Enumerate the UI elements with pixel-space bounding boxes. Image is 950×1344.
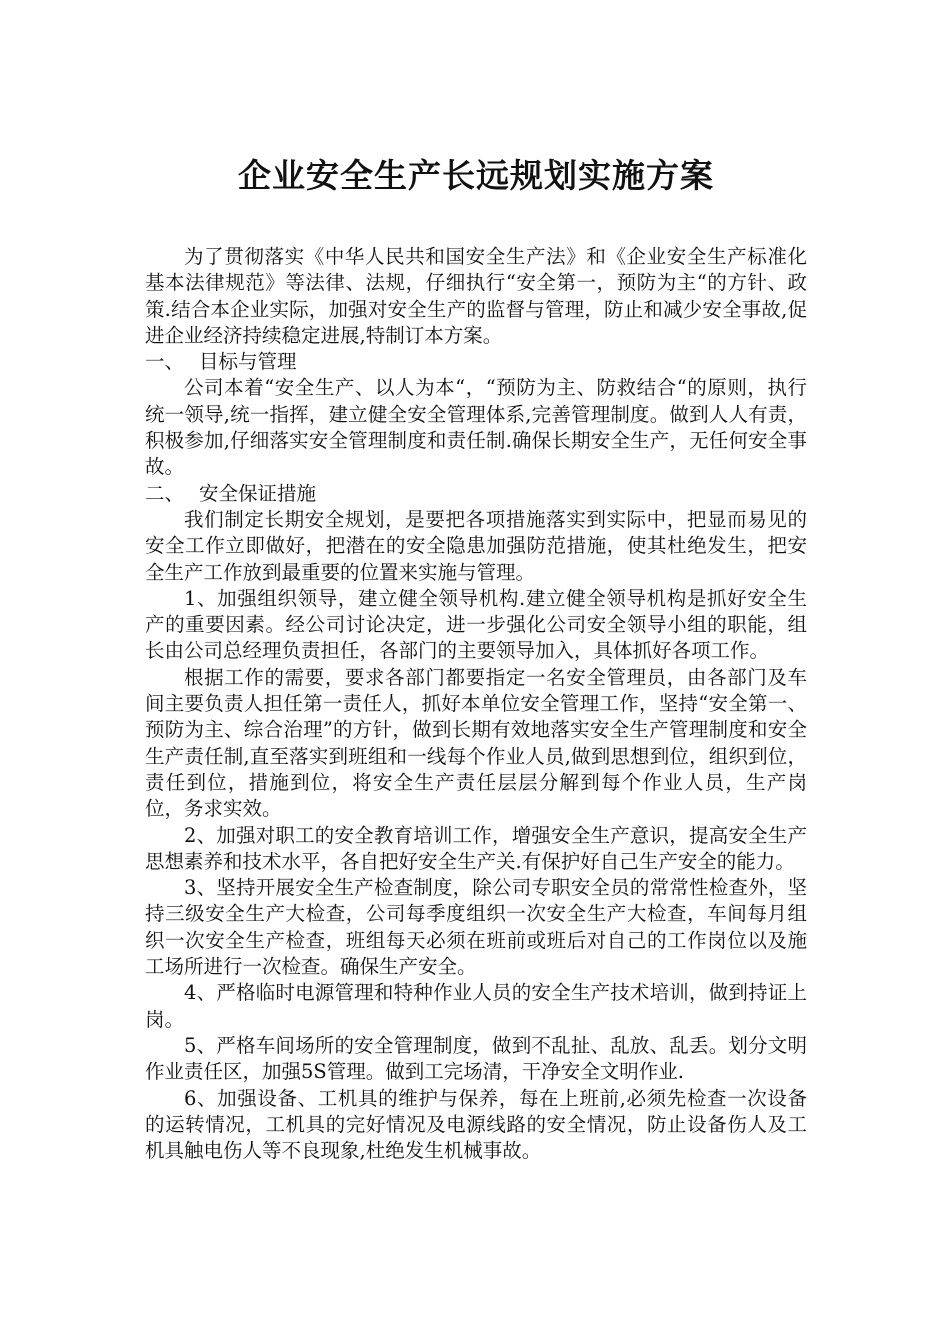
section-2-heading — [145, 481, 807, 507]
section-1-number: 一、 — [145, 350, 185, 374]
measure-paragraph: 2、加强对职工的安全教育培训工作，增强安全生产意识，提高安全生产思想素养和技术水平，各自把好安全生产关.有保护好自己生产安全的能力。 — [145, 823, 807, 873]
measure-paragraph: 4、严格临时电源管理和特种作业人员的安全生产技术培训，做到持证上岗。 — [145, 981, 807, 1031]
measure-paragraph: 5、严格车间场所的安全管理制度，做到不乱扯、乱放、乱丢。划分文明作业责任区，加强5S管理。做到工完场清，干净安全文明作业. — [145, 1033, 807, 1084]
document-body — [145, 244, 807, 1164]
measure-paragraph: 根据工作的需要，要求各部门都要指定一名安全管理员，由各部门及车间主要负责人担任第一责任人，抓好本单位安全管理工作，坚持“安全第一、预防为主、综合治理”的方针，做到长期有效地落实安全生产管理制度和安全生产责任制,直至落实到班组和一线每个作业人员,做到思想到位，组织到位，责任到位，措施到位，将安全生产责任层层分解到每个作业人员，生产岗位，务求实效。 — [145, 665, 807, 821]
section-2-intro-paragraph: 我们制定长期安全规划，是要把各项措施落实到实际中，把显而易见的安全工作立即做好，把潜在的安全隐患加强防范措施，使其杜绝发生，把安全生产工作放到最重要的位置来实施与管理。 — [145, 507, 807, 584]
measure-paragraph: 1、加强组织领导，建立健全领导机构.建立健全领导机构是抓好安全生产的重要因素。经公司讨论决定，进一步强化公司安全领导小组的职能，组长由公司总经理负责担任，各部门的主要领导加入，具体抓好各项工作。 — [145, 586, 807, 663]
measure-paragraph: 6、加强设备、工机具的维护与保养，每在上班前,必须先检查一次设备的运转情况，工机具的完好情况及电源线路的安全情况，防止设备伤人及工机具触电伤人等不良现象,杜绝发生机械事故。 — [145, 1086, 807, 1163]
intro-paragraph: 为了贯彻落实《中华人民共和国安全生产法》和《企业安全生产标准化基本法律规范》等法律、法规，仔细执行“安全第一，预防为主“的方针、政策.结合本企业实际，加强对安全生产的监督与管理，防止和减少安全事故,促进企业经济持续稳定进展,特制订本方案。 — [145, 245, 807, 347]
section-1-title: 目标与管理 — [199, 350, 297, 374]
section-1-heading — [145, 349, 807, 375]
document-title: 企业安全生产长远规划实施方案 — [238, 156, 714, 195]
section-2-number: 二、 — [145, 481, 185, 505]
section-1-paragraph: 公司本着“安全生产、以人为本“，“预防为主、防救结合“的原则，执行统一领导,统一指挥，建立健全安全管理体系,完善管理制度。做到人人有责，积极参加,仔细落实安全管理制度和责任制.确保长期安全生产，无任何安全事故。 — [145, 376, 807, 479]
document-page — [145, 0, 807, 1164]
section-2-title: 安全保证措施 — [199, 481, 317, 505]
measure-paragraph: 3、坚持开展安全生产检查制度，除公司专职安全员的常常性检查外，坚持三级安全生产大检查，公司每季度组织一次安全生产大检查，车间每月组织一次安全生产检查，班组每天必须在班前或班后对自己的工作岗位以及施工场所进行一次检查。确保生产安全。 — [145, 876, 807, 979]
